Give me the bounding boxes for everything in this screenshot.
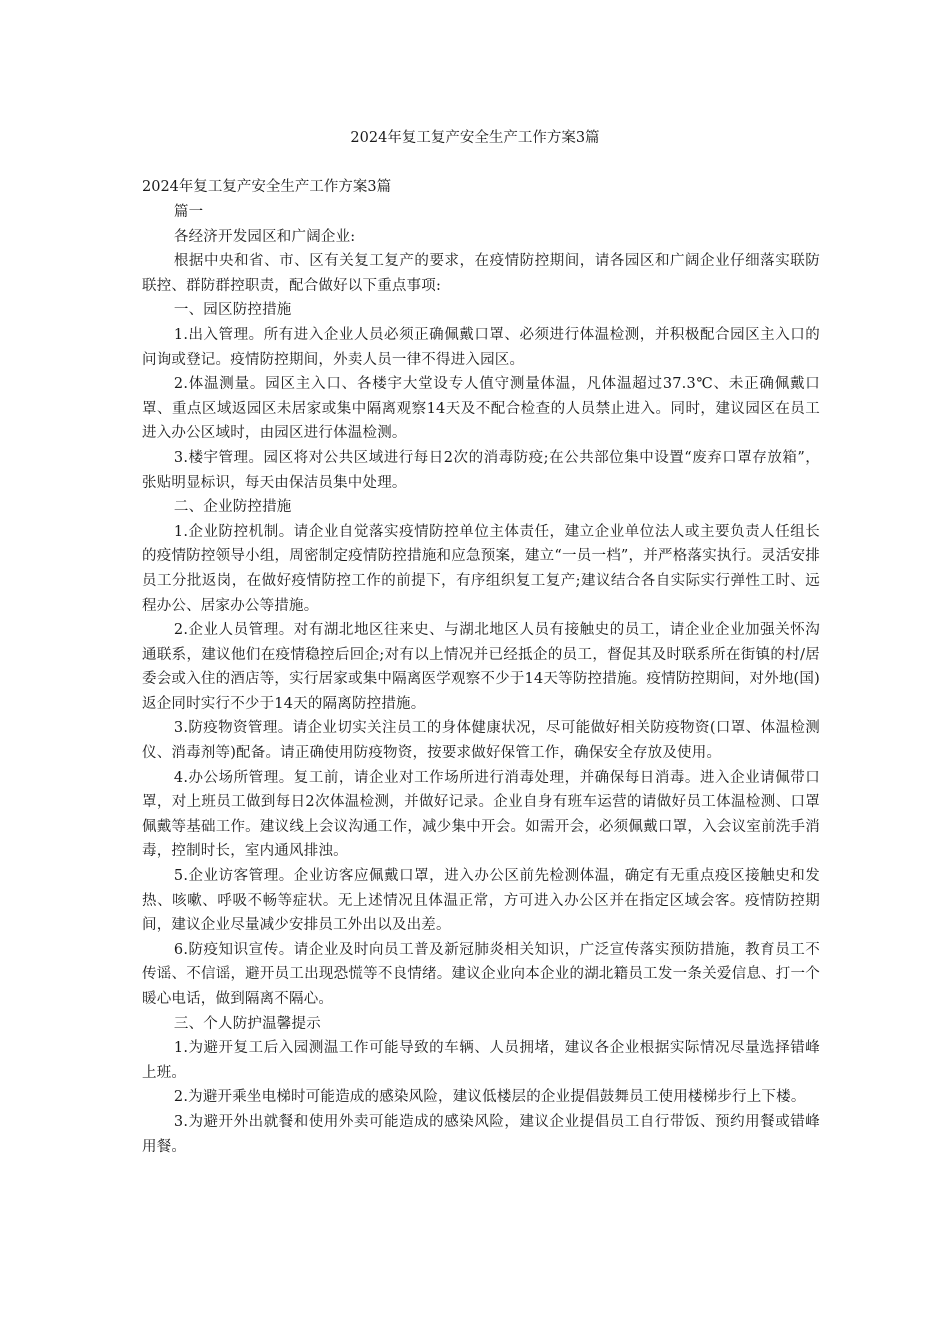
list-item: 1.为避开复工后入园测温工作可能导致的车辆、人员拥堵，建议各企业根据实际情况尽量选择错峰上班。 [142,1040,820,1081]
document-title: 2024年复工复产安全生产工作方案3篇 [350,130,600,146]
list-item: 2.为避开乘坐电梯时可能造成的感染风险，建议低楼层的企业提倡鼓舞员工使用楼梯步行上下楼。 [173,1089,806,1106]
salutation: 各经济开发园区和广阔企业: [173,228,356,245]
section-heading: 一、园区防控措施 [173,302,292,319]
document-body [142,175,820,1159]
list-item: 3.楼宇管理。园区将对公共区域进行每日2次的消毒防疫;在公共部位集中设置“废弃口罩存放箱”，张贴明显标识，每天由保洁员集中处理。 [142,449,820,491]
list-item: 3.防疫物资管理。请企业切实关注员工的身体健康状况，尽可能做好相关防疫物资(口罩、体温检测仪、消毒剂等)配备。请正确使用防疫物资，按要求做好保管工作，确保安全存放及使用。 [142,720,820,762]
section-heading: 二、企业防控措施 [173,499,292,516]
intro-paragraph: 根据中央和省、市、区有关复工复产的要求，在疫情防控期间，请各园区和广阔企业仔细落实联防联控、群防群控职责，配合做好以下重点事项: [142,253,820,294]
list-item: 5.企业访客管理。企业访客应佩戴口罩，进入办公区前先检测体温，确定有无重点疫区接触史和发热、咳嗽、呼吸不畅等症状。无上述情况且体温正常，方可进入办公区并在指定区域会客。疫情防控期间，建议企业尽量减少安排员工外出以及出差。 [142,868,820,934]
section-label: 篇一 [173,204,204,220]
list-item: 3.为避开外出就餐和使用外卖可能造成的感染风险，建议企业提倡员工自行带饭、预约用餐或错峰用餐。 [142,1113,820,1155]
list-item: 2.企业人员管理。对有湖北地区往来史、与湖北地区人员有接触史的员工，请企业企业加强关怀沟通联系，建议他们在疫情稳控后回企;对有以上情况并已经抵企的员工，督促其及时联系所在街镇的村/居委会或入住的酒店等，实行居家或集中隔离医学观察不少于14天等防控措施。疫情防控期间，对外地(国)返企同时实行不少于14天的隔离防控措施。 [142,622,820,712]
list-item: 1.企业防控机制。请企业自觉落实疫情防控单位主体责任，建立企业单位法人或主要负责人任组长的疫情防控领导小组，周密制定疫情防控措施和应急预案，建立“一员一档”，并严格落实执行。灵活安排员工分批返岗，在做好疫情防控工作的前提下，有序组织复工复产;建议结合各自实际实行弹性工时、远程办公、居家办公等措施。 [142,523,820,614]
list-item: 4.办公场所管理。复工前，请企业对工作场所进行消毒处理，并确保每日消毒。进入企业请佩带口罩，对上班员工做到每日2次体温检测，并做好记录。企业自身有班车运营的请做好员工体温检测、口罩佩戴等基础工作。建议线上会议沟通工作，减少集中开会。如需开会，必须佩戴口罩，入会议室前洗手消毒，控制时长，室内通风排浊。 [142,769,820,860]
list-item: 2.体温测量。园区主入口、各楼宇大堂设专人值守测量体温，凡体温超过37.3℃、未正确佩戴口罩、重点区域返园区未居家或集中隔离观察14天及不配合检查的人员禁止进入。同时，建议园区在员工进入办公区域时，由园区进行体温检测。 [142,376,820,442]
list-item: 1.出入管理。所有进入企业人员必须正确佩戴口罩、必须进行体温检测，并积极配合园区主入口的问询或登记。疫情防控期间，外卖人员一律不得进入园区。 [142,326,820,368]
document-subtitle: 2024年复工复产安全生产工作方案3篇 [142,179,392,195]
section-heading: 三、个人防护温馨提示 [173,1015,321,1032]
list-item: 6.防疫知识宣传。请企业及时向员工普及新冠肺炎相关知识，广泛宣传落实预防措施，教育员工不传谣、不信谣，避开员工出现恐慌等不良情绪。建议企业向本企业的湖北籍员工发一条关爱信息、打一个暖心电话，做到隔离不隔心。 [142,941,820,1007]
